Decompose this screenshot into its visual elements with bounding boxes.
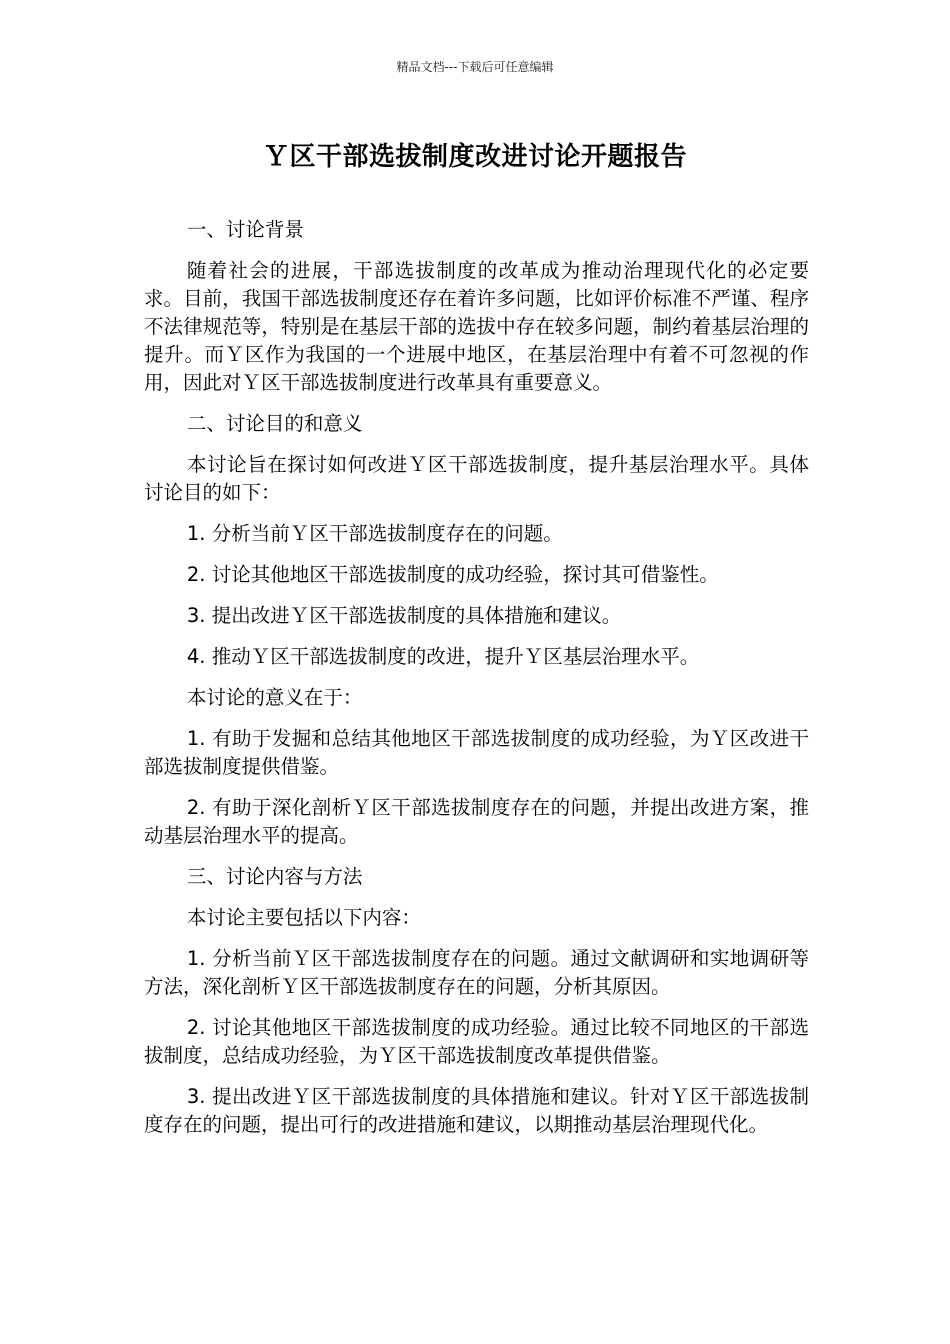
significance-item-1: 1. 有助于发掘和总结其他地区干部选拔制度的成功经验，为Ｙ区改进干部选拔制度提供借鉴。 <box>144 727 809 778</box>
paragraph-purpose-intro: 本讨论旨在探讨如何改进Ｙ区干部选拔制度，提升基层治理水平。具体讨论目的如下： <box>144 453 809 504</box>
purpose-item-1: 1. 分析当前Ｙ区干部选拔制度存在的问题。 <box>186 522 563 545</box>
section-heading-background: 一、讨论背景 <box>186 218 304 241</box>
content-item-2: 2. 讨论其他地区干部选拔制度的成功经验。通过比较不同地区的干部选拔制度，总结成功经验，为Ｙ区干部选拔制度改革提供借鉴。 <box>144 1016 809 1067</box>
purpose-item-4: 4. 推动Ｙ区干部选拔制度的改进，提升Ｙ区基层治理水平。 <box>186 645 700 668</box>
significance-item-2: 2. 有助于深化剖析Ｙ区干部选拔制度存在的问题，并提出改进方案，推动基层治理水平的提高。 <box>144 796 809 847</box>
content-item-3: 3. 提出改进Ｙ区干部选拔制度的具体措施和建议。针对Ｙ区干部选拔制度存在的问题，提出可行的改进措施和建议，以期推动基层治理现代化。 <box>144 1085 809 1136</box>
section-heading-purpose: 二、讨论目的和意义 <box>186 412 363 435</box>
section-heading-content-method: 三、讨论内容与方法 <box>186 865 363 888</box>
header-note: 精品文档---下载后可任意编辑 <box>396 60 554 74</box>
document-body <box>144 216 809 1152</box>
paragraph-significance-intro: 本讨论的意义在于： <box>186 686 363 709</box>
paragraph-background: 随着社会的进展，干部选拔制度的改革成为推动治理现代化的必定要求。目前，我国干部选拔制度还存在着许多问题，比如评价标准不严谨、程序不法律规范等，特别是在基层干部的选拔中存在较多问题，制约着基层治理的提升。而Ｙ区作为我国的一个进展中地区，在基层治理中有着不可忽视的作用，因此对Ｙ区干部选拔制度进行改革具有重要意义。 <box>144 259 809 394</box>
paragraph-content-intro: 本讨论主要包括以下内容： <box>186 906 421 929</box>
content-item-1: 1. 分析当前Ｙ区干部选拔制度存在的问题。通过文献调研和实地调研等方法，深化剖析Ｙ区干部选拔制度存在的问题，分析其原因。 <box>144 947 809 998</box>
purpose-item-3: 3. 提出改进Ｙ区干部选拔制度的具体措施和建议。 <box>186 604 622 627</box>
purpose-item-2: 2. 讨论其他地区干部选拔制度的成功经验，探讨其可借鉴性。 <box>186 563 719 586</box>
document-title: Ｙ区干部选拔制度改进讨论开题报告 <box>262 142 687 172</box>
